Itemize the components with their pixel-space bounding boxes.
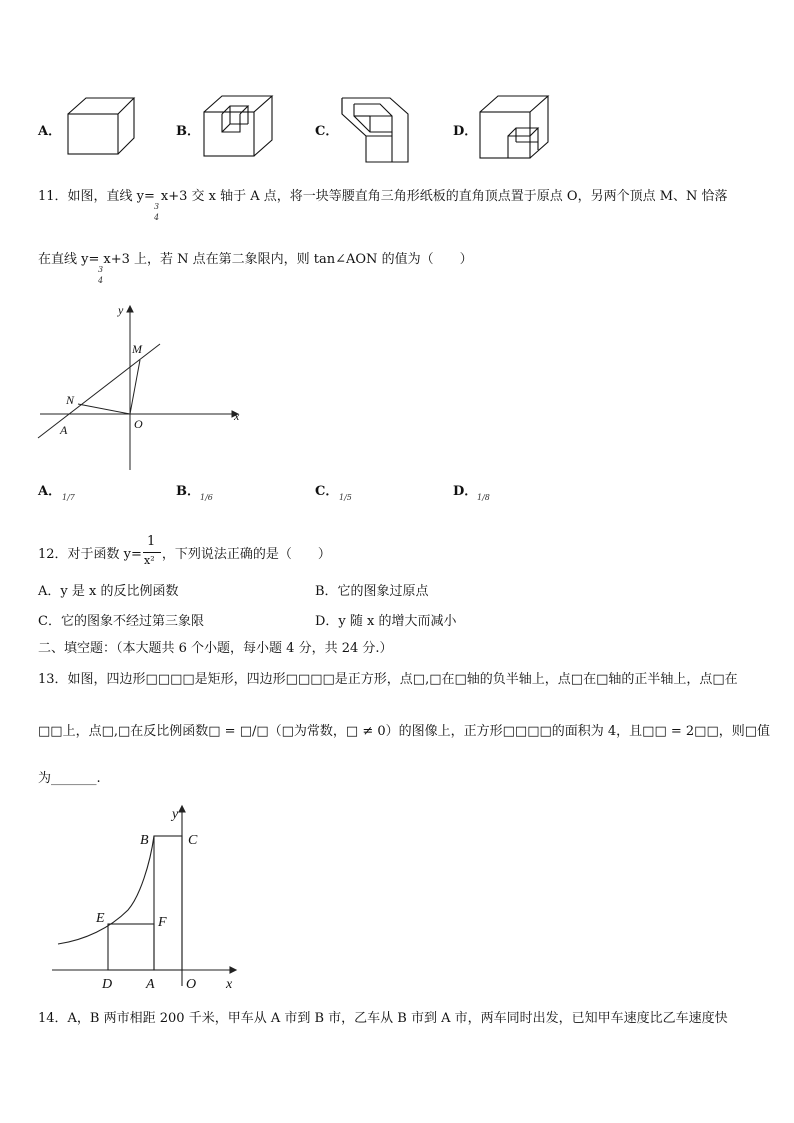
q12-option-a: A．y 是 x 的反比例函数 (38, 584, 179, 599)
q10-option-d-letter: D． (453, 124, 478, 139)
q12-option-d: D．y 随 x 的增大而减小 (315, 614, 457, 629)
q11-label-o: O (134, 417, 143, 431)
q13-label-a: A (146, 977, 155, 992)
q13-y-axis-arrow-icon (179, 806, 185, 812)
q11-label-x: x (234, 409, 240, 423)
q11-line-1-post: x+3 交 x 轴于 A 点，将一块等腰直角三角形纸板的直角顶点置于原点 O，另两个顶点 M、N 恰落 (160, 189, 728, 204)
q11-line-2-post: x+3 上，若 N 点在第二象限内，则 tan∠AON 的值为（ ） (103, 252, 473, 267)
q12-option-c: C．它的图象不经过第三象限 (38, 614, 204, 629)
q13-label-b: B (140, 833, 149, 848)
q10-option-c-cube (340, 96, 412, 166)
q13-line-3: 为_______. (38, 771, 101, 786)
q11-option-d-letter: D． (453, 484, 478, 499)
q11-option-d-value: 1/8 (477, 493, 490, 502)
q12-option-b: B．它的图象过原点 (315, 584, 429, 599)
q13-label-o: O (186, 977, 197, 992)
q12-stem (38, 546, 331, 564)
q13-figure (40, 798, 250, 994)
q10-option-a-cube (66, 96, 138, 158)
q11-fraction-1-numerator: 3 (154, 202, 160, 211)
q11-option-a-value: 1/7 (62, 493, 75, 502)
q11-option-a-letter: A． (38, 484, 62, 499)
q11-label-m: M (132, 342, 142, 356)
q11-fraction-1-denominator: 4 (154, 213, 160, 222)
q11-option-b-value: 1/6 (200, 493, 213, 502)
q10-option-b-letter: B． (176, 124, 200, 139)
q13-rectangle-abco (154, 836, 182, 970)
q13-label-e: E (96, 911, 105, 926)
q13-line-2: □□上，点□,□在反比例函数□ = □/□（□为常数，□ ≠ 0）的图像上，正方形□□□□的面积为 4，且□□ = 2□□，则□值 (38, 724, 771, 739)
q11-option-c-value: 1/5 (339, 493, 352, 502)
q11-line-2-pre: 在直线 y= (38, 252, 100, 267)
q11-label-y: y (118, 303, 124, 317)
q11-segment-om (130, 360, 140, 414)
q11-label-n: N (66, 393, 75, 407)
q11-option-b-letter: B． (176, 484, 200, 499)
q13-label-c: C (188, 833, 198, 848)
q12-stem-pre: 12．对于函数 y= (38, 547, 142, 562)
section-2-heading: 二、填空题：（本大题共 6 个小题，每小题 4 分，共 24 分.） (38, 641, 393, 656)
q10-option-d-cube (478, 94, 552, 162)
q12-fraction-numerator: 1 (147, 534, 156, 549)
q13-label-y: y (172, 807, 179, 822)
q11-segment-on (78, 404, 130, 414)
q11-line-2 (38, 251, 473, 269)
q11-option-c-letter: C． (315, 484, 339, 499)
q11-label-a: A (60, 423, 68, 437)
q12-fraction-denominator: x² (144, 554, 155, 567)
q11-line-1 (38, 188, 728, 206)
q11-fraction-2-denominator: 4 (98, 276, 104, 285)
q12-fraction-bar (143, 552, 161, 553)
q13-x-axis-arrow-icon (230, 967, 236, 973)
q10-option-a-letter: A． (38, 124, 62, 139)
q12-stem-post: ，下列说法正确的是（ ） (161, 547, 331, 562)
q13-line-1: 13．如图，四边形□□□□是矩形，四边形□□□□是正方形，点□,□在□轴的负半轴上，点□在□轴的正半轴上，点□在 (38, 672, 738, 687)
q14-line-1: 14．A，B 两市相距 200 千米，甲车从 A 市到 B 市，乙车从 B 市到 A 市，两车同时出发，已知甲车速度比乙车速度快 (38, 1011, 728, 1026)
q11-fraction-2-numerator: 3 (98, 265, 104, 274)
q10-option-c-letter: C． (315, 124, 339, 139)
q13-hyperbola-curve (58, 836, 154, 944)
q11-line-1-pre: 11．如图，直线 y= (38, 189, 155, 204)
q10-option-b-cube (202, 94, 276, 160)
q11-figure (30, 298, 250, 474)
q13-label-x: x (226, 977, 233, 992)
q13-label-f: F (158, 915, 167, 930)
q13-label-d: D (102, 977, 113, 992)
q13-square-defa (108, 924, 154, 970)
q11-y-axis-arrow-icon (127, 306, 133, 312)
